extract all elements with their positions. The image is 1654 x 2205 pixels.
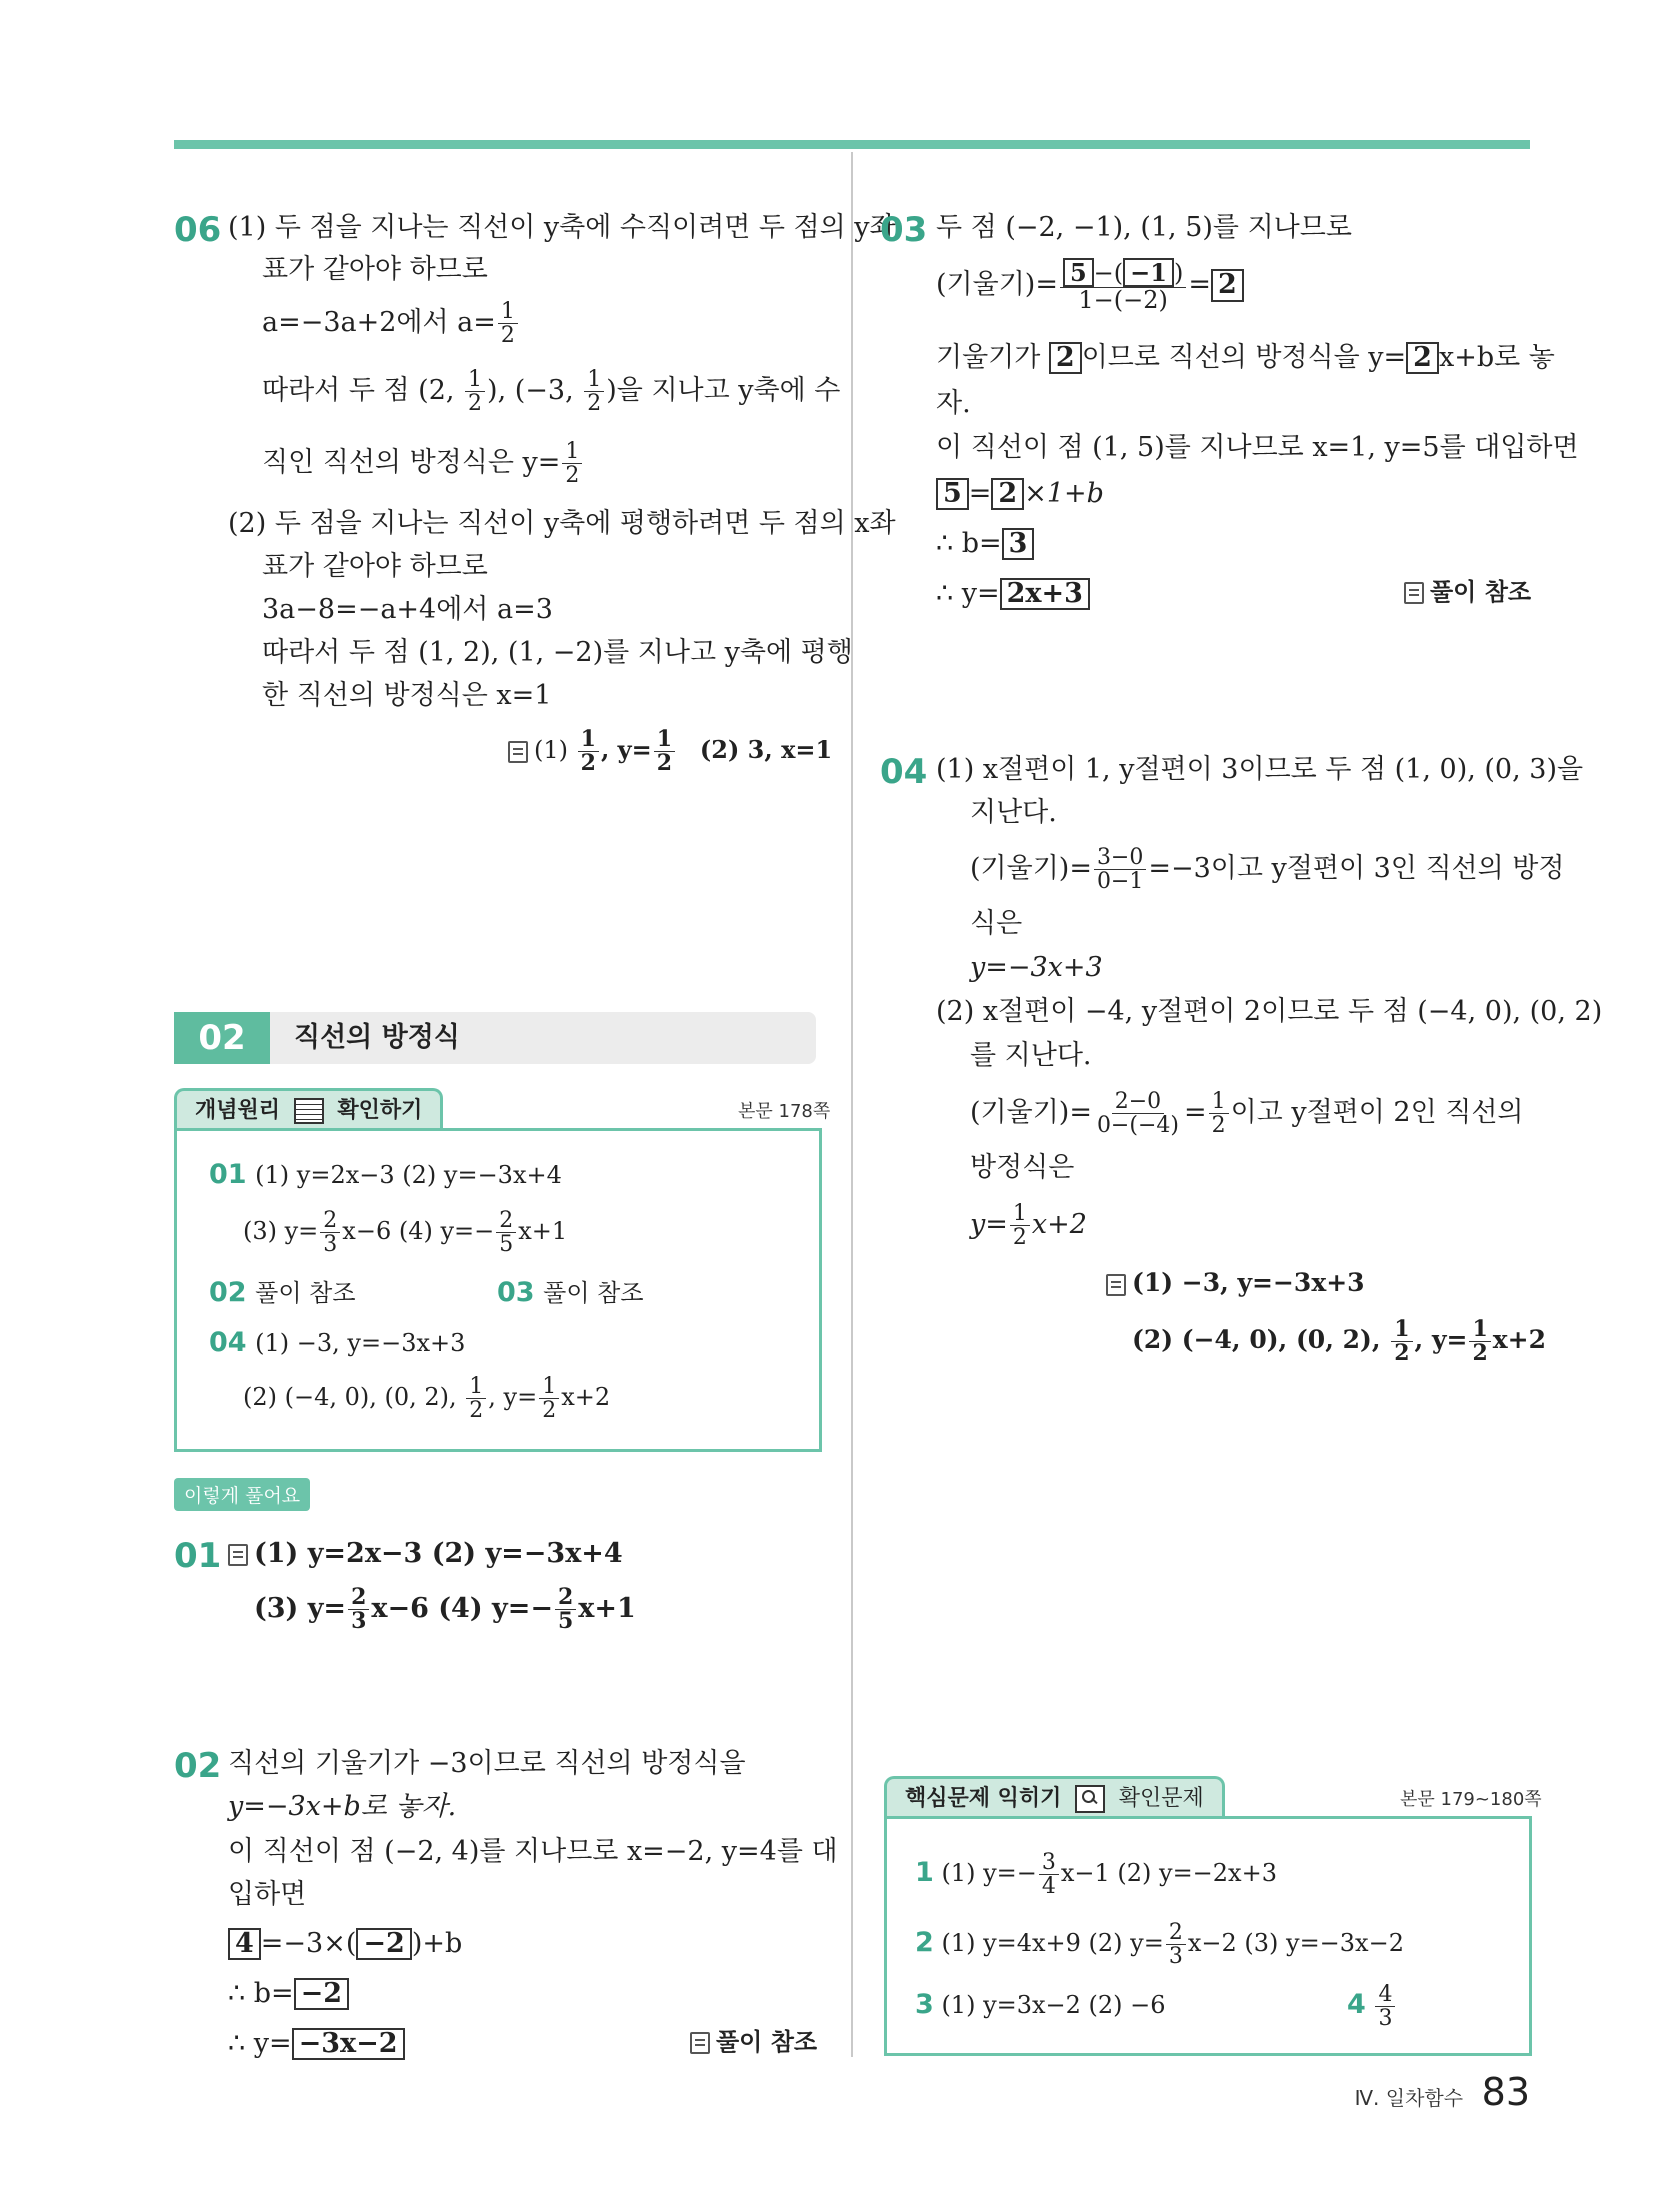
text-line: ∴ b= −2 — [228, 1978, 349, 2010]
answer-row: (2) (−4, 0), (0, 2), $\frac{1}{2}$ , y= $\frac{1}{2}$ x+2 — [243, 1374, 611, 1424]
page-reference: 본문 179~180쪽 — [1400, 1789, 1542, 1810]
text-line: (1) x절편이 1, y절편이 3이므로 두 점 (1, 0), (0, 3)을 — [936, 754, 1584, 785]
text-line: 한 직선의 방정식은 x=1 — [262, 680, 552, 711]
top-accent-bar — [174, 140, 1530, 149]
answer-row: 04 (1) −3, y=−3x+3 — [209, 1327, 466, 1358]
text-line: 5 = 2 ×1+b — [936, 478, 1104, 510]
answer-icon — [228, 1544, 248, 1566]
answer-row: (3) y= $\frac{2}{3}$ x−6 (4) y=− $\frac{2}{5}$ x+1 — [243, 1208, 568, 1258]
answer-row: 3 (1) y=3x−2 (2) −6 — [915, 1989, 1166, 2020]
section-title: 직선의 방정식 — [294, 1022, 460, 1053]
problem-number: 02 — [174, 1746, 222, 1786]
text-line: 표가 같아야 하므로 — [262, 254, 488, 285]
text-line: 자. — [936, 388, 971, 419]
text-line: 따라서 두 점 (2, $\frac{1}{2}$ ), (−3, $\frac{1}{2}$ )을 지나고 y축에 수 — [262, 367, 841, 417]
text-line: 4 =−3×( −2 )+b — [228, 1928, 462, 1960]
text-line: 3a−8=−a+4에서 a=3 — [262, 594, 553, 625]
page-footer — [1355, 2070, 1530, 2114]
text-line: y=−3x+b로 놓자. — [228, 1791, 457, 1822]
concept-panel — [174, 1128, 822, 1452]
concept-tab: 개념원리 확인하기 — [174, 1088, 443, 1131]
column-divider — [851, 152, 853, 2057]
notebook-icon — [294, 1098, 324, 1124]
text-line: 를 지난다. — [970, 1040, 1092, 1071]
core-panel — [884, 1816, 1532, 2056]
text-line: 직인 직선의 방정식은 y= $\frac{1}{2}$ — [262, 440, 584, 487]
answer-row: 2 (1) y=4x+9 (2) y= $\frac{2}{3}$ x−2 (3) y=−3x−2 — [915, 1920, 1404, 1970]
text-line: 입하면 — [228, 1879, 307, 1910]
answer-line: (1) y=2x−3 (2) y=−3x+4 — [228, 1538, 623, 1570]
text-line: 이 직선이 점 (−2, 4)를 지나므로 x=−2, y=4를 대 — [228, 1836, 838, 1867]
solution-ref: 풀이 참조 — [1404, 578, 1531, 607]
text-line: 두 점 (−2, −1), (1, 5)를 지나므로 — [936, 212, 1352, 243]
text-line: (기울기)= $\frac{3-0}{0-1}$ =−3이고 y절편이 3인 직선의 방정 — [970, 845, 1565, 895]
text-line: (2) x절편이 −4, y절편이 2이므로 두 점 (−4, 0), (0, 2) — [936, 996, 1603, 1027]
text-line: 지난다. — [970, 797, 1057, 828]
page-number: 83 — [1481, 2070, 1530, 2114]
text-line: ∴ y= 2x+3 — [936, 578, 1090, 610]
answer-line: (1) −3, y=−3x+3 — [1106, 1268, 1365, 1298]
section-number: 02 — [174, 1012, 270, 1064]
text-line: 따라서 두 점 (1, 2), (1, −2)를 지나고 y축에 평행 — [262, 637, 853, 668]
text-line: (1) 두 점을 지나는 직선이 y축에 수직이려면 두 점의 y좌 — [228, 212, 896, 243]
answer-line: (2) (−4, 0), (0, 2), $\frac{1}{2}$ , y= $\frac{1}{2}$ x+2 — [1132, 1316, 1546, 1367]
chapter-label: Ⅳ. 일차함수 — [1354, 2086, 1464, 2110]
answer-icon — [508, 741, 528, 763]
solution-badge: 이렇게 풀어요 — [174, 1478, 310, 1511]
problem-number: 03 — [880, 210, 928, 250]
answer-row: 1 (1) y=− $\frac{3}{4}$ x−1 (2) y=−2x+3 — [915, 1850, 1277, 1900]
core-tab: 핵심문제 익히기 확인문제 — [884, 1776, 1225, 1819]
text-line: ∴ b= 3 — [936, 528, 1034, 560]
answer-icon — [1106, 1274, 1126, 1296]
problem-number: 06 — [174, 210, 222, 250]
solution-ref: 풀이 참조 — [690, 2028, 817, 2057]
text-line: 직선의 기울기가 −3이므로 직선의 방정식을 — [228, 1748, 746, 1779]
text-line: 이 직선이 점 (1, 5)를 지나므로 x=1, y=5를 대입하면 — [936, 432, 1579, 463]
text-line: a=−3a+2에서 a= $\frac{1}{2}$ — [262, 300, 520, 347]
page-reference: 본문 178쪽 — [738, 1101, 831, 1122]
text-line: 식은 — [970, 908, 1023, 939]
answer-row: 4 $\frac{4}{3}$ — [1347, 1983, 1397, 2030]
text-line: 기울기가 2 이므로 직선의 방정식을 y= 2 x+b로 놓 — [936, 342, 1555, 373]
answer-row: 02 풀이 참조 — [209, 1277, 356, 1308]
answer-icon — [690, 2032, 710, 2054]
problem-number: 04 — [880, 752, 928, 792]
text-line: (기울기)= $\frac{5 -( -1 )}{1-(-2)}$ = 2 — [936, 258, 1244, 313]
answer-row: 03 풀이 참조 — [497, 1277, 644, 1308]
text-line: (2) 두 점을 지나는 직선이 y축에 평행하려면 두 점의 x좌 — [228, 508, 896, 539]
text-line: (기울기)= $\frac{2-0}{0-(-4)}$ = $\frac{1}{2}$ 이고 y절편이 2인 직선의 — [970, 1089, 1524, 1139]
answer-line: (1) $\frac{1}{2}$ , y= $\frac{1}{2}$ (2) 3, x=1 — [508, 728, 832, 775]
answer-icon — [1404, 582, 1424, 604]
text-line: 표가 같아야 하므로 — [262, 551, 488, 582]
text-line: y=−3x+3 — [970, 952, 1103, 983]
text-line: 방정식은 — [970, 1152, 1075, 1183]
answer-line: (3) y= $\frac{2}{3}$ x−6 (4) y=− $\frac{2}{5}$ x+1 — [254, 1584, 636, 1635]
section-header — [174, 1012, 816, 1064]
text-line: y= $\frac{1}{2}$ x+2 — [970, 1201, 1087, 1251]
text-line: ∴ y= −3x−2 — [228, 2028, 405, 2060]
magnifier-icon — [1075, 1785, 1105, 1813]
answer-row: 01 (1) y=2x−3 (2) y=−3x+4 — [209, 1159, 562, 1190]
problem-number: 01 — [174, 1536, 222, 1576]
